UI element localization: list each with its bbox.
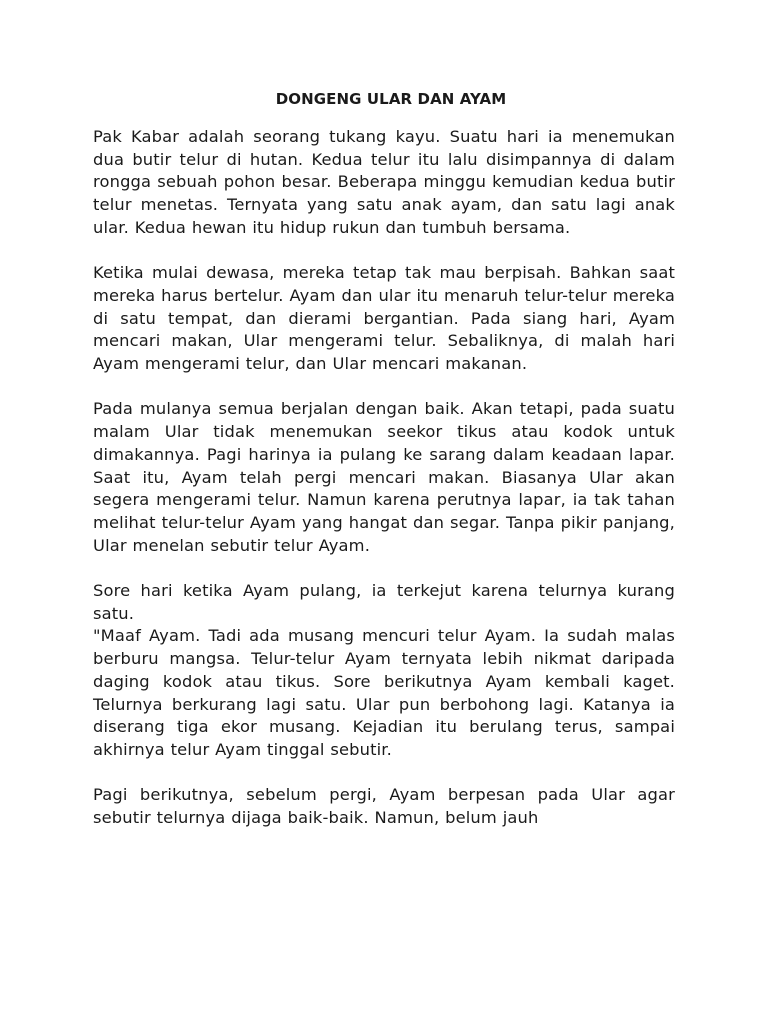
paragraph-2: Ketika mulai dewasa, mereka tetap tak mau berpisah. Bahkan saat mereka harus bertelur. Ayam dan ular itu menaruh telur-telur mereka di satu tempat, dan dierami bergantian. Pada siang hari, Ayam mencari makan, Ular mengerami telur. Sebaliknya, di malah hari Ayam mengerami telur, dan Ular mencari makanan. bbox=[93, 263, 675, 374]
document-title: DONGENG ULAR DAN AYAM bbox=[275, 90, 507, 108]
paragraph-4: Sore hari ketika Ayam pulang, ia terkejut karena telurnya kurang satu. bbox=[93, 581, 675, 623]
paragraph-5: "Maaf Ayam. Tadi ada musang mencuri telur Ayam. Ia sudah malas berburu mangsa. Telur-telur Ayam ternyata lebih nikmat daripada daging kodok atau tikus. Sore berikutnya Ayam kembali kaget. Telurnya berkurang lagi satu. Ular pun berbohong lagi. Katanya ia diserang tiga ekor musang. Kejadian itu berulang terus, sampai akhirnya telur Ayam tinggal sebutir. bbox=[93, 626, 675, 759]
paragraph-6: Pagi berikutnya, sebelum pergi, Ayam berpesan pada Ular agar sebutir telurnya dijaga baik-baik. Namun, belum jauh bbox=[93, 785, 675, 828]
document-page bbox=[93, 88, 675, 852]
paragraph-3: Pada mulanya semua berjalan dengan baik. Akan tetapi, pada suatu malam Ular tidak menemukan seekor tikus atau kodok untuk dimakannya. Pagi harinya ia pulang ke sarang dalam keadaan lapar. Saat itu, Ayam telah pergi mencari makan. Biasanya Ular akan segera mengerami telur. Namun karena perutnya lapar, ia tak tahan melihat telur-telur Ayam yang hangat dan segar. Tanpa pikir panjang, Ular menelan sebutir telur Ayam. bbox=[93, 399, 675, 555]
paragraph-1: Pak Kabar adalah seorang tukang kayu. Suatu hari ia menemukan dua butir telur di hutan. Kedua telur itu lalu disimpannya di dalam rongga sebuah pohon besar. Beberapa minggu kemudian kedua butir telur menetas. Ternyata yang satu anak ayam, dan satu lagi anak ular. Kedua hewan itu hidup rukun dan tumbuh bersama. bbox=[93, 127, 675, 237]
